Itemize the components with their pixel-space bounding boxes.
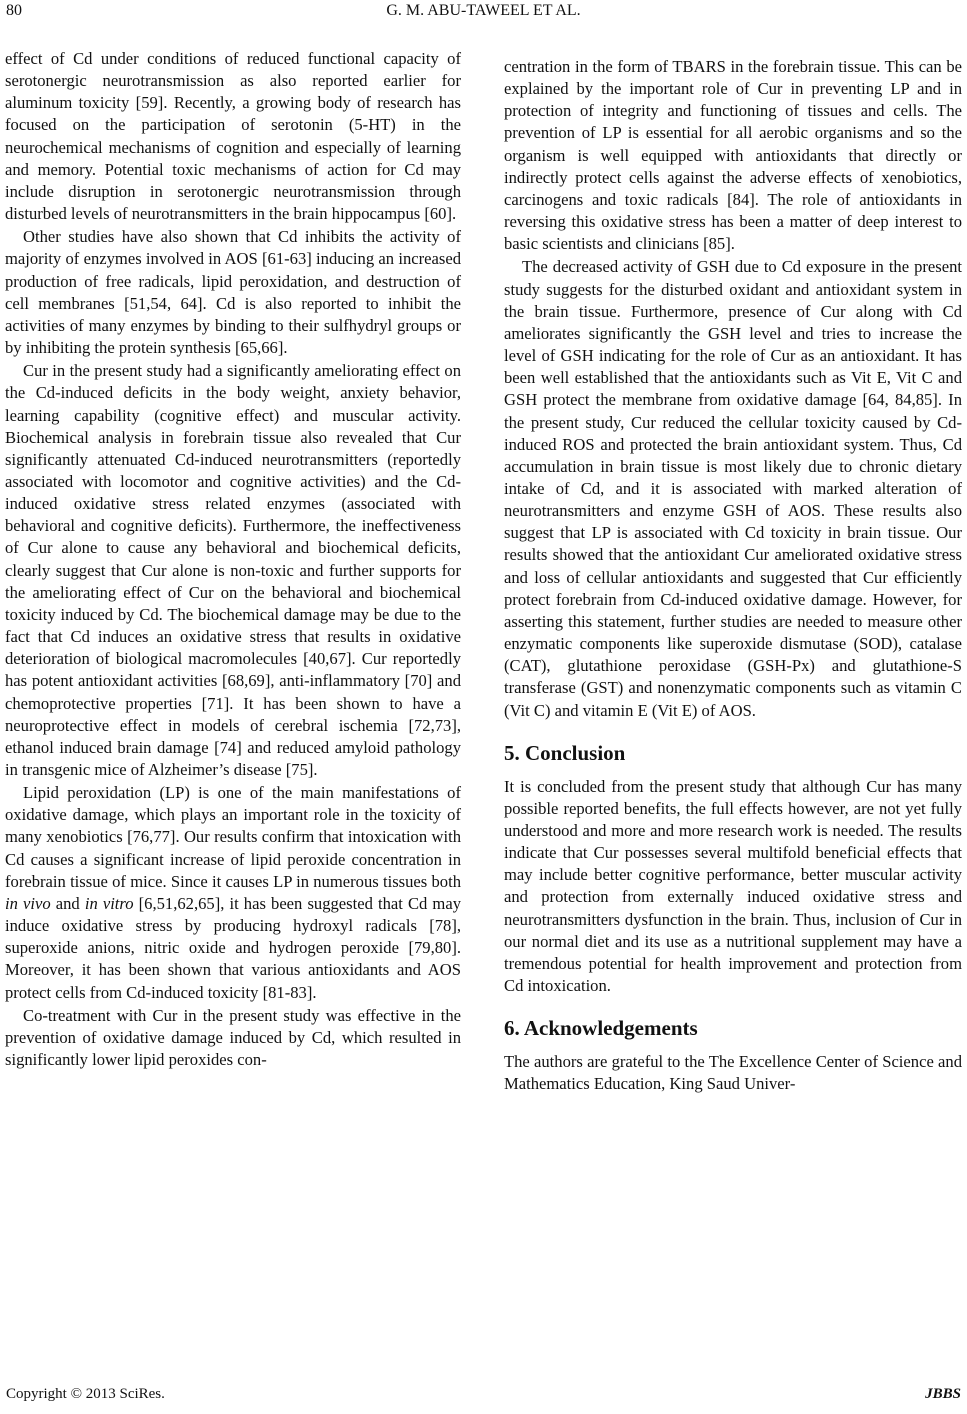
journal-abbreviation: JBBS — [925, 1386, 961, 1402]
right-column — [504, 56, 962, 1097]
paragraph: Other studies have also shown that Cd inhibits the activity of majority of enzymes involved in AOS [61-63] inducing an increased production of free radicals, lipid peroxidation, and destruction of cell membranes [51,54, 64]. Cd is also reported to inhibit the activities of many enzymes by binding to their sulfhydryl groups or by inhibiting the protein synthesis [65,66]. — [5, 227, 461, 358]
section-heading-conclusion: 5. Conclusion — [504, 740, 626, 765]
paragraph: centration in the form of TBARS in the forebrain tissue. This can be explained by the important role of Cur in preventing LP and in protection of integrity and functioning of tissues and cells. The prevention of LP is essential for all aerobic organisms and so the organism is well equipped with antioxidants that directly or indirectly protect cells against the adverse effects of xenobiotics, carcinogens and toxic radicals [84]. The role of antioxidants in reversing this oxidative stress has been a matter of deep interest to basic scientists and clinicians [85]. — [504, 57, 962, 254]
page-number: 80 — [6, 2, 22, 19]
italic-in-vivo: in vivo — [5, 893, 51, 913]
paragraph: Co-treatment with Cur in the present study was effective in the prevention of oxidative damage induced by Cd, which resulted in significantly lower lipid peroxides con- — [5, 1005, 461, 1070]
paragraph-text: and — [50, 893, 85, 913]
section-heading-acknowledgements: 6. Acknowledgements — [504, 1016, 698, 1041]
paragraph: Cur in the present study had a significantly ameliorating effect on the Cd-induced deficits in the body weight, anxiety behavior, learning capability (cognitive effect) and muscular activity. Biochemical analysis in forebrain tissue also revealed that Cur significantly attenuated Cd-induced neurotransmitters (reportedly associated with locomotor and cognitive activities) and the Cd-induced oxidative stress related enzymes (associated with behavioral and cognitive deficits). Furthermore, the ineffectiveness of Cur alone to cause any behavioral and biochemical deficits, clearly suggest that Cur alone is non-toxic and further supports for the ameliorating effect of Cur on the behavioral and biochemical toxicity induced by Cd. The biochemical damage may be due to the fact that Cd induces an oxidative stress that results in oxidative deterioration of biological macromolecules [40,67]. Cur reportedly has potent antioxidant activities [68,69], anti-inflammatory [70] and chemoprotective properties [71]. It has been shown to have a neuroprotective effect in models of cerebral ischemia [72,73], ethanol induced brain damage [74] and reduced amyloid pathology in transgenic mice of Alzheimer’s disease [75]. — [5, 361, 461, 779]
conclusion-paragraph: It is concluded from the present study that although Cur has many possible reported benefits, the full effects however, are not yet fully understood and more and more research work is needed. The results indicate that Cur possesses several multifold beneficial effects that may include better cognitive performance, better muscular activity and protection from externally induced oxidative stress and neurotransmitters dysfunction in the brain. Thus, inclusion of Cur in our normal diet and its use as a nutritional supplement may have a tremendous potential for health improvement and protection from Cd intoxication. — [504, 776, 962, 996]
italic-in-vitro: in vitro — [84, 893, 134, 913]
acknowledgements-paragraph: The authors are grateful to the The Excellence Center of Science and Mathematics Education, King Saud Univer- — [504, 1052, 962, 1094]
left-column — [5, 48, 461, 1072]
paragraph-text: Lipid peroxidation (LP) is one of the main manifestations of oxidative damage, which plays an important role in the toxicity of many xenobiotics [76,77]. Our results confirm that intoxication with Cd causes a significant increase of lipid peroxide concentration in forebrain tissue of mice. Since it causes LP in numerous tissues both — [5, 783, 461, 891]
paragraph: The decreased activity of GSH due to Cd exposure in the present study suggests for the disturbed oxidant and antioxidant system in the brain tissue. Furthermore, presence of Cur along with Cd ameliorates significantly the GSH level and tries to increase the level of GSH indicating for the role of Cur as an antioxidant. It has been well established that the antioxidants such as Vit E, Vit C and GSH protect the membrane from oxidative damage [64, 84,85]. In the present study, Cur reduced the cellular toxicity caused by Cd-induced ROS and protected the brain antioxidant system. Thus, Cd accumulation in brain tissue is most likely due to chronic dietary intake of Cd, and it is associated with marked alteration of neurotransmitters and enzyme GSH of AOS. These results also suggest that LP is associated with Cd toxicity in brain tissue. Our results showed that the antioxidant Cur ameliorated oxidative stress and loss of cellular antioxidants and suggested that Cur efficiently protect forebrain from Cd-induced oxidative damage. However, for asserting this statement, further studies are needed to measure other enzymatic components like superoxide dismutase (SOD), catalase (CAT), glutathione peroxidase (GSH-Px) and glutathione-S transferase (GST) and nonenzymatic components such as vitamin C (Vit C) and vitamin E (Vit E) of AOS. — [504, 257, 962, 720]
page-footer — [0, 1386, 967, 1410]
paragraph-text: [6,51,62,65], it has been suggested that Cd may induce oxidative stress by producing hydroxyl radicals [78], superoxide anions, nitric oxide and hydrogen peroxide [79,80]. Moreover, it has been shown that various antioxidants and AOS protect cells from Cd-induced toxicity [81-83]. — [5, 893, 462, 1002]
paragraph-lipid-peroxidation — [5, 782, 461, 1004]
paragraph: effect of Cd under conditions of reduced functional capacity of serotonergic neurotransmission as also reported earlier for aluminum toxicity [59]. Recently, a growing body of research has focused on the participation of serotonin (5-HT) in the neurochemical mechanisms of cognition and especially of learning and memory. Potential toxic mechanisms of action for Cd may include disruption in serotonergic neurotransmission through disturbed levels of neurotransmitters in the brain hippocampus [60]. — [5, 49, 461, 224]
running-title: G. M. ABU-TAWEEL ET AL. — [386, 2, 581, 19]
page-header — [0, 0, 967, 34]
copyright-notice: Copyright © 2013 SciRes. — [6, 1386, 165, 1402]
